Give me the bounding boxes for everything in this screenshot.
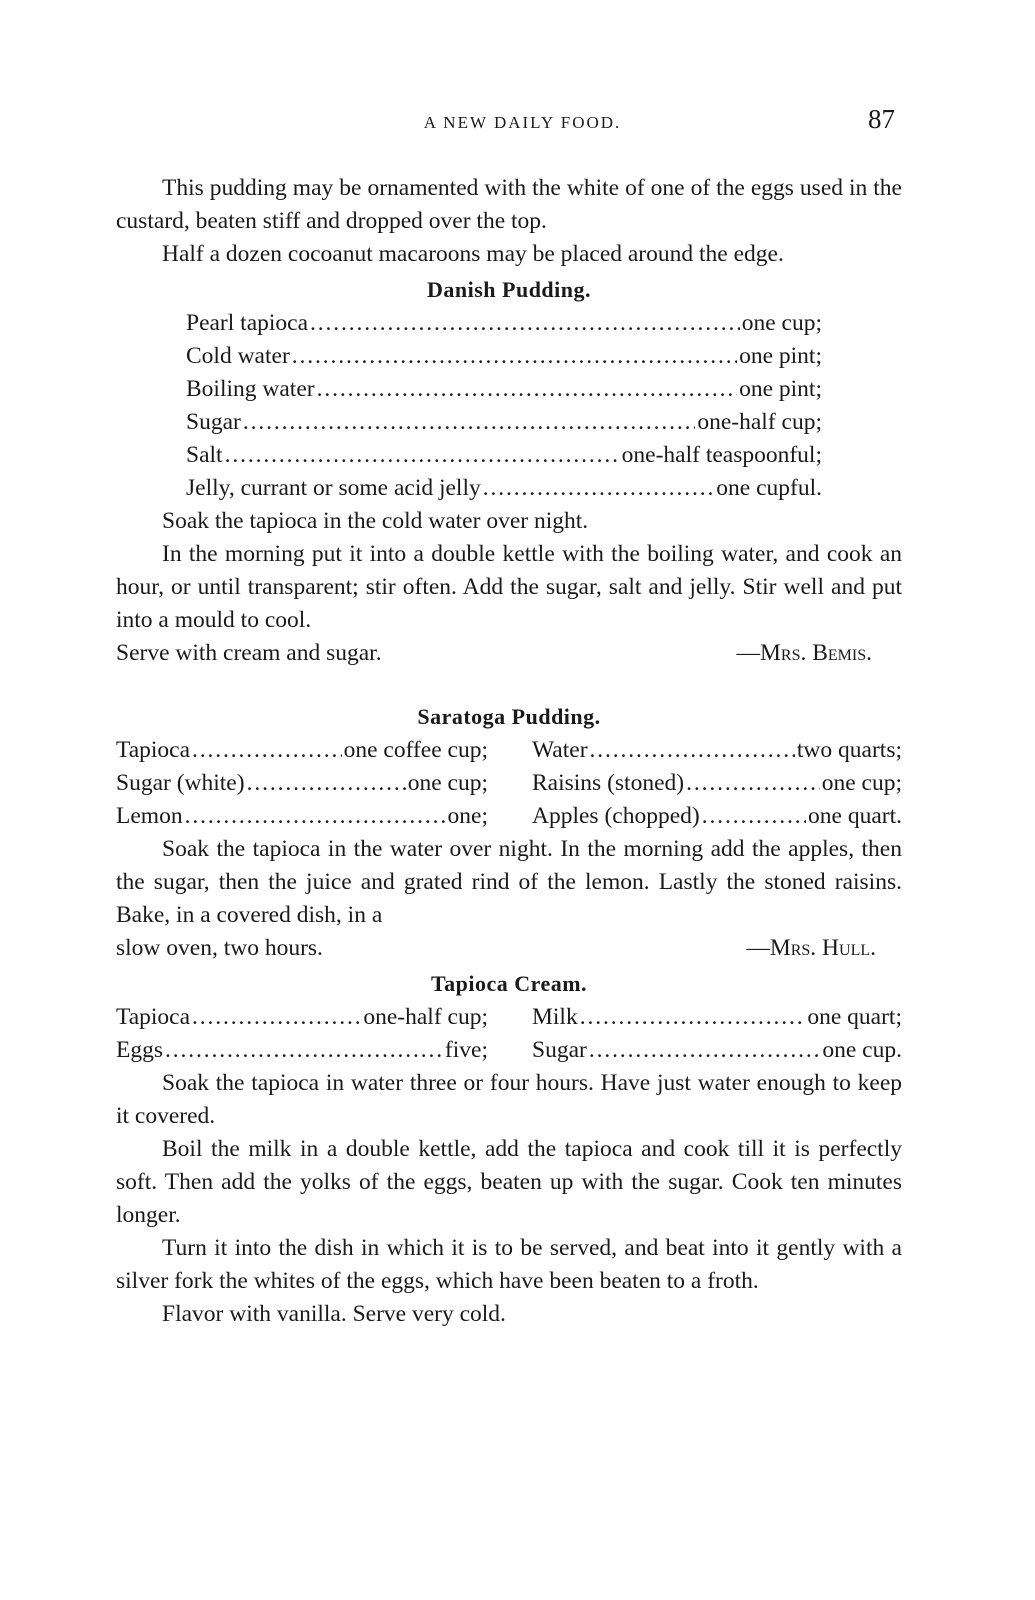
ingredient-line	[532, 1034, 902, 1067]
ingredient-line	[186, 406, 822, 439]
ingredient-amount: five;	[444, 1037, 488, 1063]
leader-dots	[702, 800, 806, 833]
ingredient-name: Water	[532, 737, 588, 763]
ingredient-name: Milk	[532, 1004, 578, 1030]
ingredient-line	[116, 734, 488, 767]
ingredient-line	[186, 472, 822, 505]
leader-dots	[292, 340, 737, 373]
leader-dots	[483, 472, 715, 505]
ingredient-line	[532, 1001, 902, 1034]
ingredient-name: Tapioca	[116, 737, 191, 763]
ingredient-amount: one cup.	[822, 1037, 902, 1063]
saratoga-ingredient-columns	[116, 734, 902, 833]
leader-dots	[192, 734, 342, 767]
ingredient-amount: one-half teaspoonful;	[621, 442, 822, 468]
leader-dots	[165, 1034, 443, 1067]
leader-dots	[589, 1034, 821, 1067]
tapioca-cream-ingredients-right	[532, 1001, 902, 1067]
leader-dots	[310, 307, 740, 340]
tapioca-cream-ingredient-columns	[116, 1001, 902, 1067]
ingredient-amount: two quarts;	[796, 737, 902, 763]
tapioca-cream-paragraph-3: Turn it into the dish in which it is to be served, and beat into it gently with a silver fork the whites of the eggs, which have been beaten to a froth.	[116, 1235, 902, 1294]
ingredient-line	[116, 767, 488, 800]
danish-paragraph-1: Soak the tapioca in the cold water over night.	[162, 508, 589, 534]
page-body	[116, 172, 902, 1331]
ingredient-amount: one-half cup;	[363, 1004, 488, 1030]
ingredient-amount: one;	[447, 803, 488, 829]
ingredient-line	[186, 439, 822, 472]
leader-dots	[243, 406, 696, 439]
ingredient-line	[186, 307, 822, 340]
tapioca-cream-paragraph-2: Boil the milk in a double kettle, add the tapioca and cook till it is perfectly soft. Then add the yolks of the eggs, beaten up with the sugar. Cook ten minutes longer.	[116, 1136, 902, 1228]
ingredient-name: Sugar	[186, 409, 241, 435]
ingredient-amount: one cup;	[821, 770, 902, 796]
ingredient-amount: one pint;	[739, 376, 822, 402]
ingredient-line	[116, 1034, 488, 1067]
ingredient-line	[532, 767, 902, 800]
recipe-title-saratoga-pudding: Saratoga Pudding.	[417, 704, 601, 729]
ingredient-name: Sugar	[532, 1037, 587, 1063]
ingredient-amount: one coffee cup;	[343, 737, 488, 763]
recipe-credit: —Mrs. Bemis.	[736, 640, 872, 666]
recipe-credit: —Mrs. Hull.	[746, 935, 876, 961]
ingredient-name: Jelly, currant or some acid jelly	[186, 475, 481, 501]
saratoga-closing-line	[116, 932, 902, 965]
ingredient-name: Tapioca	[116, 1004, 191, 1030]
ingredient-line	[186, 373, 822, 406]
leader-dots	[590, 734, 795, 767]
leader-dots	[225, 439, 620, 472]
saratoga-ingredients-left	[116, 734, 488, 833]
danish-paragraph-2: In the morning put it into a double kettle with the boiling water, and cook an hour, or until transparent; stir often. Add the sugar, salt and jelly. Stir well and put into a mould to cool.	[116, 541, 902, 633]
ingredient-amount: one cupful.	[716, 475, 822, 501]
ingredient-line	[116, 1001, 488, 1034]
ingredient-line	[116, 800, 488, 833]
ingredient-amount: one quart.	[808, 803, 902, 829]
page-number: 87	[868, 104, 895, 134]
danish-paragraph-3: Serve with cream and sugar.	[116, 640, 382, 666]
ingredient-amount: one quart;	[807, 1004, 902, 1030]
intro-paragraph-1: This pudding may be ornamented with the white of one of the eggs used in the custard, beaten stiff and dropped over the top.	[116, 175, 902, 234]
ingredient-line	[532, 734, 902, 767]
ingredient-line	[532, 800, 902, 833]
leader-dots	[192, 1001, 361, 1034]
tapioca-cream-paragraph-4: Flavor with vanilla. Serve very cold.	[162, 1301, 506, 1327]
danish-ingredient-list	[116, 307, 902, 505]
ingredient-name: Sugar (white)	[116, 770, 245, 796]
saratoga-ingredients-right	[532, 734, 902, 833]
ingredient-name: Eggs	[116, 1037, 163, 1063]
recipe-title-danish-pudding: Danish Pudding.	[426, 277, 592, 302]
leader-dots	[247, 767, 406, 800]
running-title: A NEW DAILY FOOD.	[423, 113, 622, 132]
saratoga-paragraph-1: Soak the tapioca in the water over night. In the morning add the apples, then the sugar, then the juice and grated rind of the lemon. Lastly the stoned raisins. Bake, in a covered dish, in a	[116, 836, 902, 928]
tapioca-cream-paragraph-1: Soak the tapioca in water three or four hours. Have just water enough to keep it covered.	[116, 1070, 902, 1129]
ingredient-line	[186, 340, 822, 373]
saratoga-paragraph-2: slow oven, two hours.	[116, 935, 323, 961]
ingredient-name: Boiling water	[186, 376, 315, 402]
ingredient-amount: one pint;	[739, 343, 822, 369]
ingredient-name: Lemon	[116, 803, 183, 829]
ingredient-amount: one cup;	[407, 770, 488, 796]
leader-dots	[185, 800, 446, 833]
ingredient-name: Salt	[186, 442, 223, 468]
ingredient-amount: one-half cup;	[697, 409, 822, 435]
recipe-title-tapioca-cream: Tapioca Cream.	[430, 971, 588, 996]
intro-paragraph-2: Half a dozen cocoanut macaroons may be placed around the edge.	[162, 241, 784, 267]
leader-dots	[580, 1001, 806, 1034]
leader-dots	[686, 767, 820, 800]
ingredient-name: Apples (chopped)	[532, 803, 700, 829]
leader-dots	[317, 373, 738, 406]
ingredient-name: Raisins (stoned)	[532, 770, 685, 796]
ingredient-name: Pearl tapioca	[186, 310, 309, 336]
tapioca-cream-ingredients-left	[116, 1001, 488, 1067]
ingredient-amount: one cup;	[741, 310, 822, 336]
ingredient-name: Cold water	[186, 343, 290, 369]
danish-closing-line	[116, 637, 902, 670]
